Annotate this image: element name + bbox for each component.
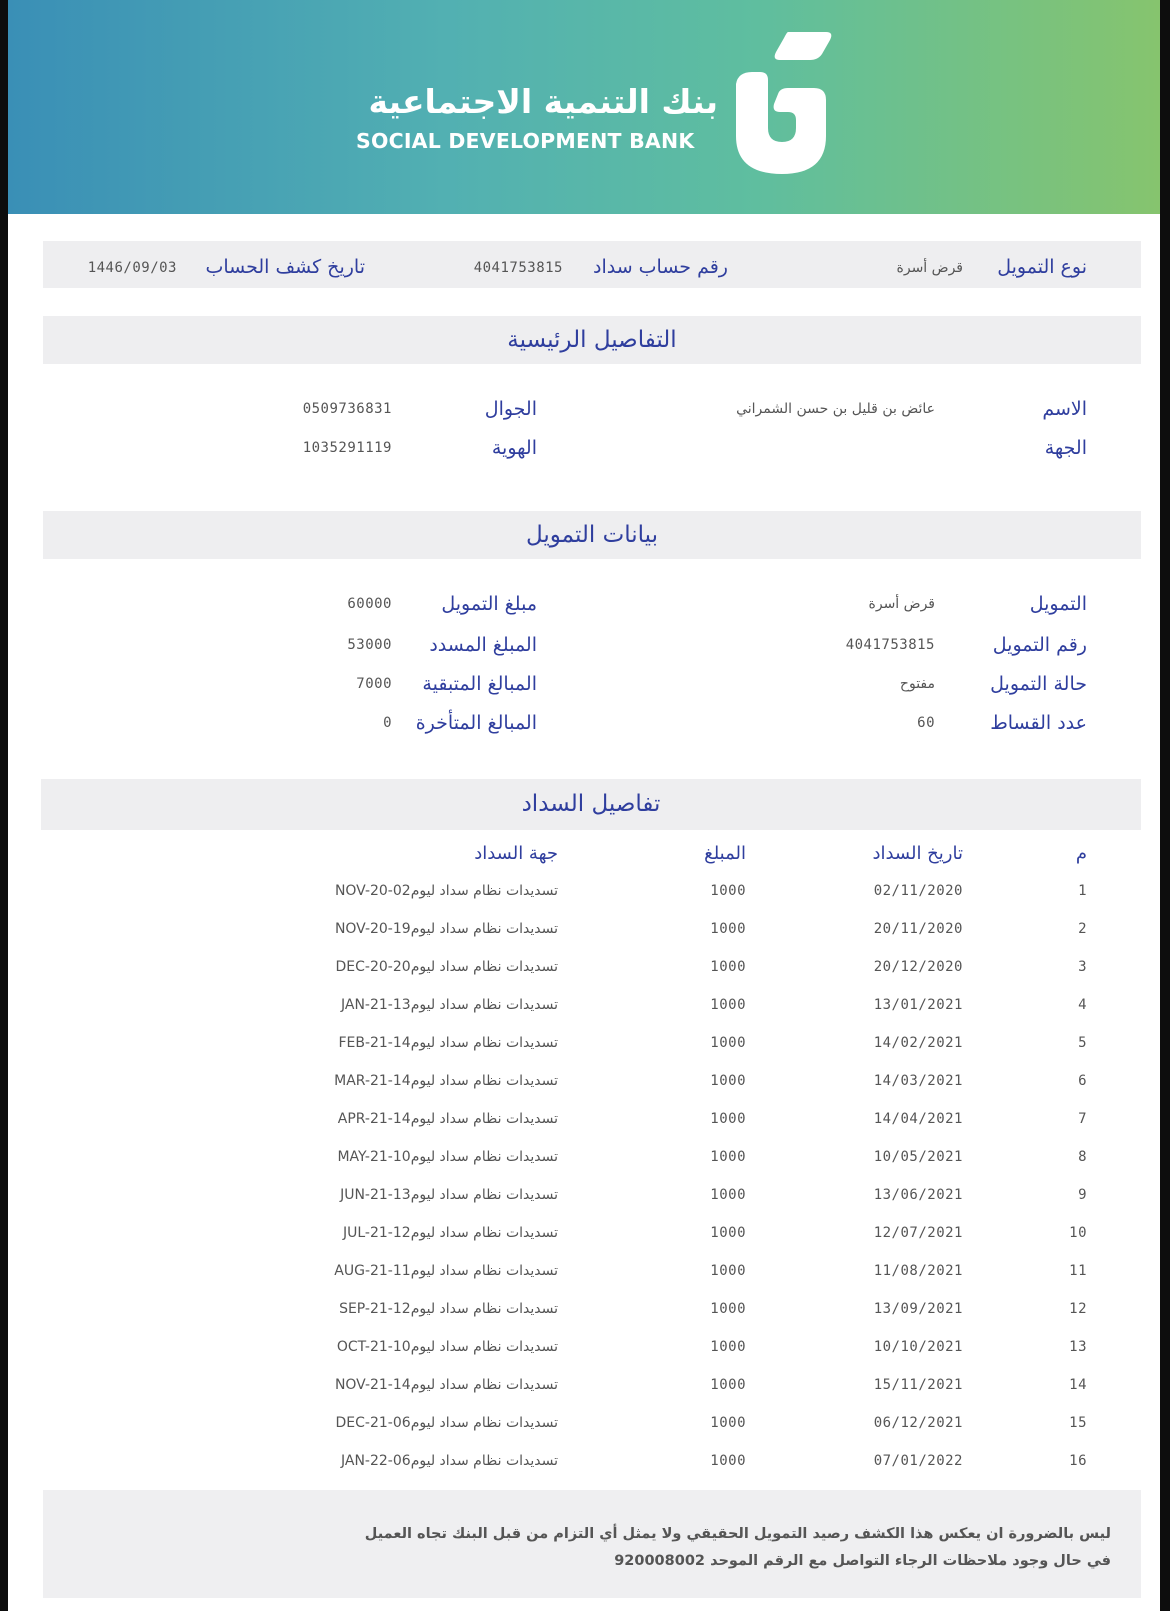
finance-type-label: نوع التمويل [997,256,1087,278]
mobile-value: 0509736831 [302,401,392,417]
row-number: 12 [1069,1301,1087,1317]
payment-source: APR-21-تسديدات نظام سداد ليوم14 [337,1111,558,1127]
finance-value: قرض أسرة [868,596,935,612]
payment-source: NOV-20-تسديدات نظام سداد ليوم02 [334,883,558,899]
row-number: 16 [1069,1453,1087,1469]
payment-source: MAR-21-تسديدات نظام سداد ليوم14 [334,1073,558,1089]
payment-date: 10/05/2021 [873,1149,963,1165]
payment-source: NOV-20-تسديدات نظام سداد ليوم19 [334,921,558,937]
row-number: 10 [1069,1225,1087,1241]
overdue-amount-label: المبالغ المتأخرة [415,712,537,734]
payment-source: DEC-20-تسديدات نظام سداد ليوم20 [335,959,558,975]
row-number: 3 [1078,959,1087,975]
finance-status-label: حالة التمويل [990,673,1087,695]
payment-source: OCT-21-تسديدات نظام سداد ليوم10 [336,1339,558,1355]
statement-date-value: 1446/09/03 [87,260,177,276]
id-value: 1035291119 [302,440,392,456]
payment-source: SEP-21-تسديدات نظام سداد ليوم12 [339,1301,558,1317]
payment-date: 10/10/2021 [873,1339,963,1355]
finance-amount-label: مبلغ التمويل [441,593,537,615]
bank-name-arabic: بنك التنمية الاجتماعية [368,82,718,121]
payment-amount: 1000 [710,1415,746,1431]
col-header-source: جهة السداد [474,843,558,864]
payment-date: 02/11/2020 [873,883,963,899]
col-header-no: م [1075,843,1087,864]
main-details-title: التفاصيل الرئيسية [507,327,677,353]
payment-source: NOV-21-تسديدات نظام سداد ليوم14 [334,1377,558,1393]
col-header-amount: المبلغ [704,843,746,864]
finance-type-value: قرض أسرة [896,260,963,276]
row-number: 9 [1078,1187,1087,1203]
installments-value: 60 [917,715,935,731]
payment-amount: 1000 [710,959,746,975]
payment-date: 14/03/2021 [873,1073,963,1089]
finance-amount-value: 60000 [347,596,392,612]
bank-logo-icon [730,28,836,178]
payment-date: 07/01/2022 [873,1453,963,1469]
payment-source: DEC-21-تسديدات نظام سداد ليوم06 [335,1415,558,1431]
installments-label: عدد القساط [990,712,1087,734]
payment-date: 13/06/2021 [873,1187,963,1203]
finance-data-title: بيانات التمويل [525,522,659,548]
finance-number-label: رقم التمويل [992,634,1087,656]
payment-date: 11/08/2021 [873,1263,963,1279]
finance-label: التمويل [1029,593,1087,615]
payment-amount: 1000 [710,1301,746,1317]
mobile-label: الجوال [484,398,537,420]
disclaimer-line-1: ليس بالضرورة ان يعكس هذا الكشف رصيد التمويل الحقيقي ولا يمثل أي التزام من قبل البنك تجاه العميل [364,1526,1111,1542]
payment-date: 20/12/2020 [873,959,963,975]
account-number-value: 4041753815 [473,260,563,276]
finance-status-value: مفتوح [899,676,935,692]
overdue-amount-value: 0 [383,715,392,731]
payment-date: 20/11/2020 [873,921,963,937]
bank-header-banner [8,0,1160,214]
payment-source: FEB-21-تسديدات نظام سداد ليوم14 [338,1035,558,1051]
row-number: 13 [1069,1339,1087,1355]
payment-amount: 1000 [710,1377,746,1393]
payment-source: JUL-21-تسديدات نظام سداد ليوم12 [343,1225,558,1241]
payment-date: 13/01/2021 [873,997,963,1013]
bank-name-english: SOCIAL DEVELOPMENT BANK [356,129,695,153]
disclaimer-line-2: في حال وجود ملاحظات الرجاء التواصل مع الرقم الموحد 920008002 [614,1553,1111,1569]
payment-source: JAN-21-تسديدات نظام سداد ليوم13 [341,997,558,1013]
account-number-label: رقم حساب سداد [593,256,728,278]
row-number: 1 [1078,883,1087,899]
payment-source: AUG-21-تسديدات نظام سداد ليوم11 [334,1263,558,1279]
payment-amount: 1000 [710,1035,746,1051]
payment-date: 15/11/2021 [873,1377,963,1393]
payment-amount: 1000 [710,1073,746,1089]
payment-date: 13/09/2021 [873,1301,963,1317]
payment-amount: 1000 [710,1225,746,1241]
row-number: 14 [1069,1377,1087,1393]
row-number: 8 [1078,1149,1087,1165]
payment-amount: 1000 [710,1263,746,1279]
name-value: عائض بن قليل بن حسن الشمراني [736,401,935,417]
row-number: 15 [1069,1415,1087,1431]
payment-date: 14/02/2021 [873,1035,963,1051]
statement-date-label: تاريخ كشف الحساب [205,256,365,278]
remaining-amount-label: المبالغ المتبقية [422,673,537,695]
finance-number-value: 4041753815 [845,637,935,653]
disclaimer-box [43,1490,1141,1598]
payment-amount: 1000 [710,1339,746,1355]
id-label: الهوية [491,437,537,459]
col-header-date: تاريخ السداد [872,843,963,864]
payment-details-title: تفاصيل السداد [521,791,661,817]
statement-page [8,0,1160,1611]
payment-amount: 1000 [710,921,746,937]
payment-source: MAY-21-تسديدات نظام سداد ليوم10 [337,1149,558,1165]
payment-amount: 1000 [710,883,746,899]
entity-label: الجهة [1044,437,1087,459]
paid-amount-value: 53000 [347,637,392,653]
payment-date: 12/07/2021 [873,1225,963,1241]
payment-source: JUN-21-تسديدات نظام سداد ليوم13 [340,1187,558,1203]
row-number: 11 [1069,1263,1087,1279]
payment-date: 14/04/2021 [873,1111,963,1127]
remaining-amount-value: 7000 [356,676,392,692]
payment-amount: 1000 [710,997,746,1013]
row-number: 5 [1078,1035,1087,1051]
payment-amount: 1000 [710,1111,746,1127]
payment-amount: 1000 [710,1149,746,1165]
row-number: 2 [1078,921,1087,937]
row-number: 7 [1078,1111,1087,1127]
row-number: 4 [1078,997,1087,1013]
payment-date: 06/12/2021 [873,1415,963,1431]
row-number: 6 [1078,1073,1087,1089]
payment-amount: 1000 [710,1187,746,1203]
name-label: الاسم [1042,398,1087,420]
paid-amount-label: المبلغ المسدد [429,634,537,656]
payment-amount: 1000 [710,1453,746,1469]
payment-source: JAN-22-تسديدات نظام سداد ليوم06 [341,1453,558,1469]
